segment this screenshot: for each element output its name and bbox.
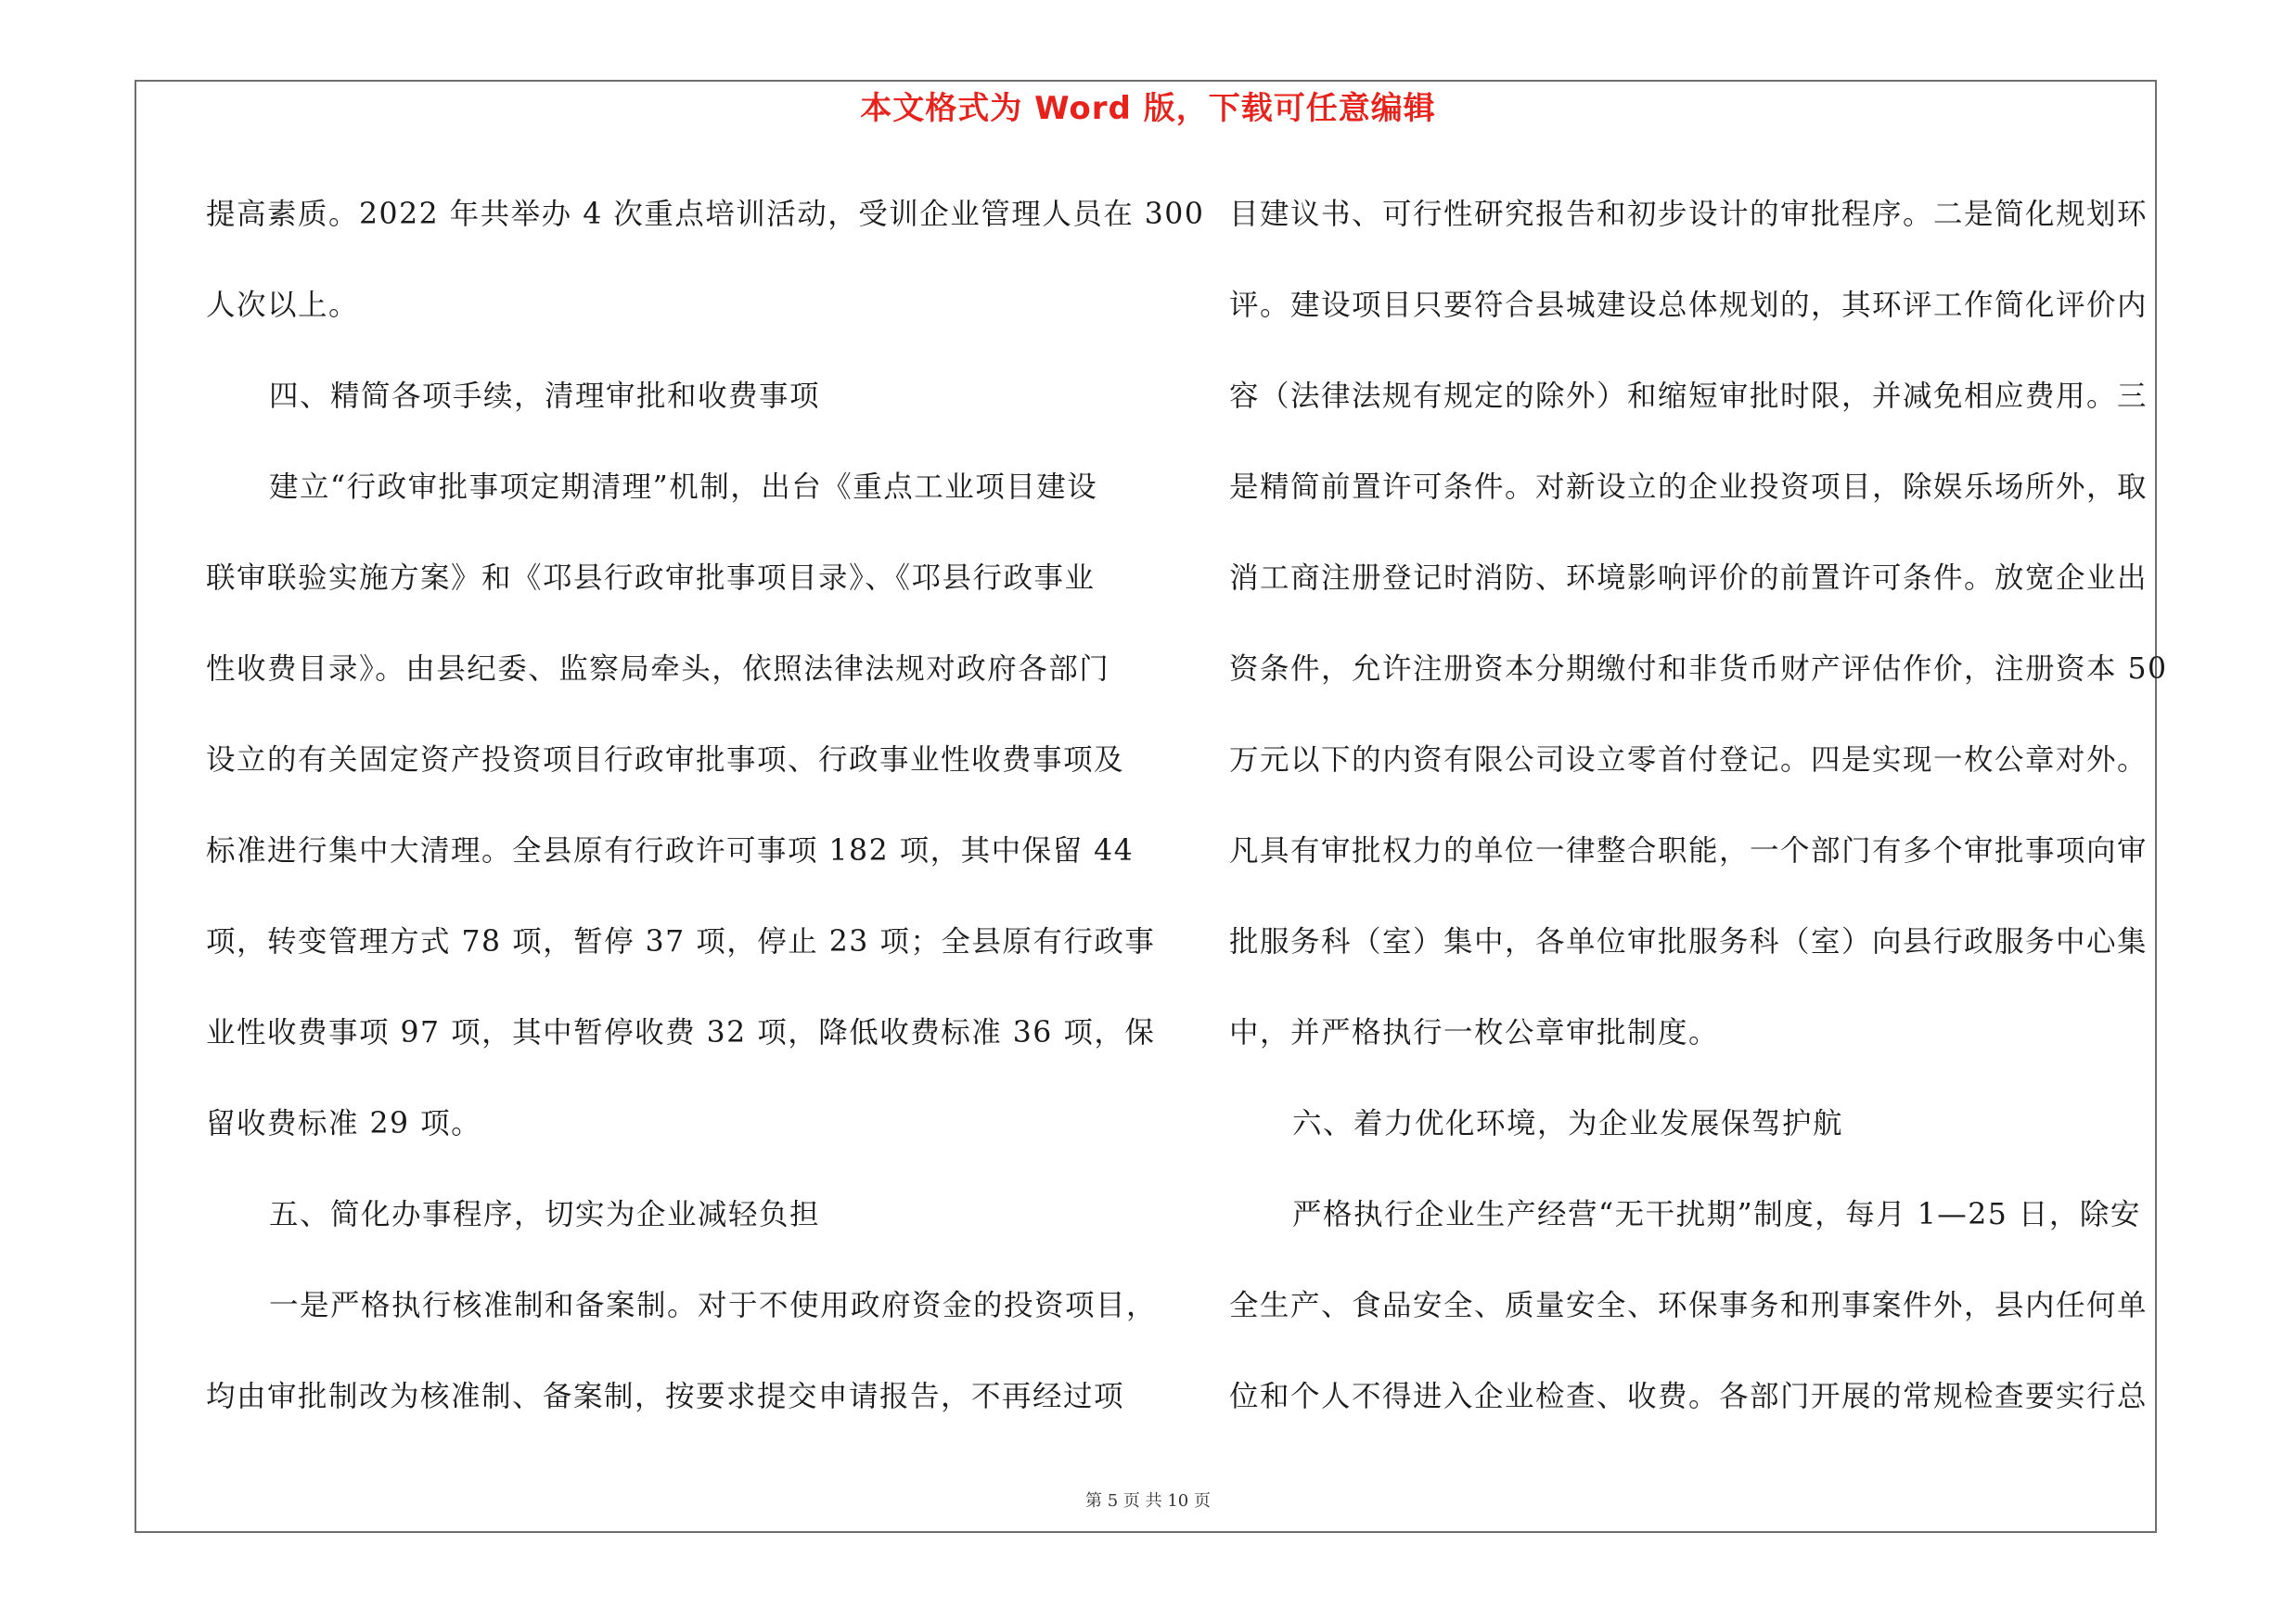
text-line: 严格执行企业生产经营“无干扰期”制度，每月 1—25 日，除安 [1292, 1198, 2141, 1231]
text-line: 容（法律法规有规定的除外）和缩短审批时限，并减免相应费用。三 [1229, 380, 2148, 413]
text-line: 人次以上。 [206, 289, 360, 322]
right-text-column [1229, 181, 2168, 1454]
text-line: 凡具有审批权力的单位一律整合职能，一个部门有多个审批事项向审 [1229, 834, 2148, 868]
text-line: 中，并严格执行一枚公章审批制度。 [1229, 1016, 1720, 1050]
section-heading: 五、简化办事程序，切实为企业减轻负担 [269, 1198, 821, 1231]
text-line: 留收费标准 29 项。 [206, 1107, 482, 1140]
text-line: 建立“行政审批事项定期清理”机制，出台《重点工业项目建设 [269, 470, 1098, 504]
format-banner: 本文格式为 Word 版，下载可任意编辑 [860, 90, 1436, 127]
text-line: 评。建设项目只要符合县城建设总体规划的，其环评工作简化评价内 [1229, 289, 2148, 322]
text-line: 一是严格执行核准制和备案制。对于不使用政府资金的投资项目， [269, 1289, 1158, 1322]
section-heading: 六、着力优化环境，为企业发展保驾护航 [1292, 1107, 1844, 1140]
text-line: 万元以下的内资有限公司设立零首付登记。四是实现一枚公章对外。 [1229, 743, 2148, 777]
page-number: 第 5 页 共 10 页 [1085, 1491, 1211, 1511]
text-line: 标准进行集中大清理。全县原有行政许可事项 182 项，其中保留 44 [206, 834, 1135, 868]
text-line: 项，转变管理方式 78 项，暂停 37 项，停止 23 项；全县原有行政事 [206, 925, 1156, 959]
text-line: 联审联验实施方案》和《邛县行政审批事项目录》、《邛县行政事业 [206, 561, 1096, 595]
text-line: 业性收费事项 97 项，其中暂停收费 32 项，降低收费标准 36 项，保 [206, 1016, 1156, 1050]
text-line: 均由审批制改为核准制、备案制，按要求提交申请报告，不再经过项 [206, 1380, 1125, 1413]
text-line: 位和个人不得进入企业检查、收费。各部门开展的常规检查要实行总 [1229, 1380, 2148, 1413]
text-line: 设立的有关固定资产投资项目行政审批事项、行政事业性收费事项及 [206, 743, 1125, 777]
text-line: 资条件，允许注册资本分期缴付和非货币财产评估作价，注册资本 50 [1229, 652, 2168, 686]
text-line: 性收费目录》。由县纪委、监察局牵头，依照法律法规对政府各部门 [206, 652, 1110, 686]
text-line: 消工商注册登记时消防、环境影响评价的前置许可条件。放宽企业出 [1229, 561, 2148, 595]
left-text-column [206, 181, 1205, 1454]
text-line: 批服务科（室）集中，各单位审批服务科（室）向县行政服务中心集 [1229, 925, 2148, 959]
text-line: 提高素质。2022 年共举办 4 次重点培训活动，受训企业管理人员在 300 [206, 198, 1205, 231]
text-line: 是精简前置许可条件。对新设立的企业投资项目，除娱乐场所外，取 [1229, 470, 2148, 504]
text-line: 目建议书、可行性研究报告和初步设计的审批程序。二是简化规划环 [1229, 198, 2148, 231]
text-line: 全生产、食品安全、质量安全、环保事务和刑事案件外，县内任何单 [1229, 1289, 2148, 1322]
section-heading: 四、精简各项手续，清理审批和收费事项 [269, 380, 821, 413]
